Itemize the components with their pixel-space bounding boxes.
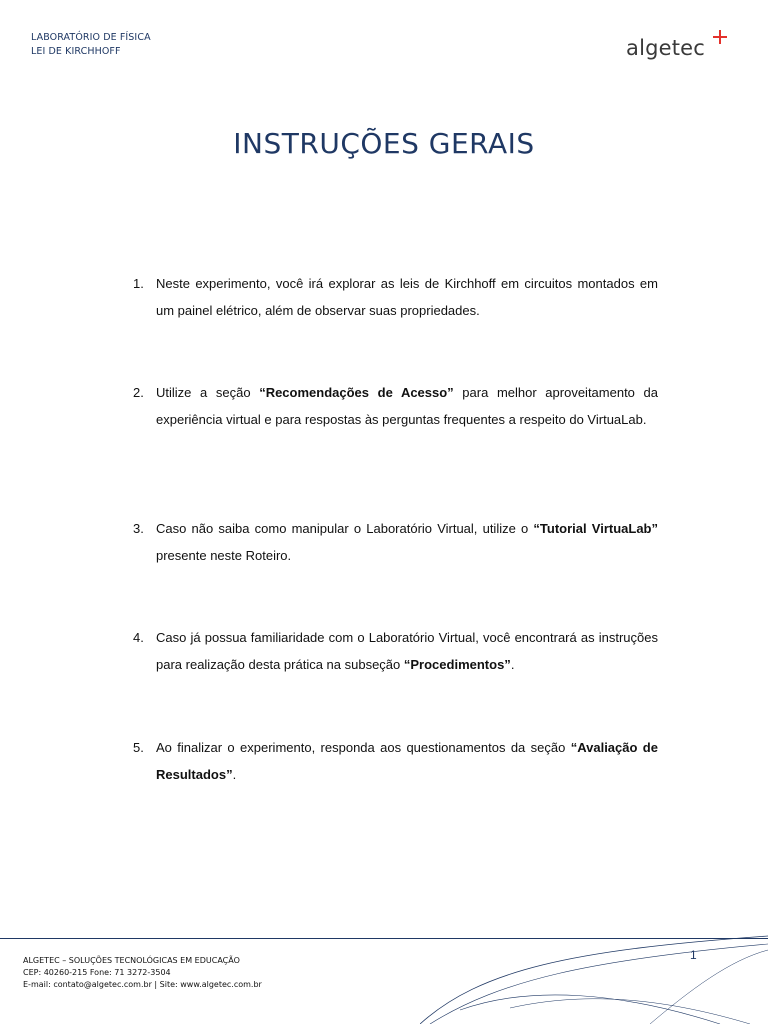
plus-icon <box>713 30 727 44</box>
page-title: INSTRUÇÕES GERAIS <box>233 127 535 160</box>
instruction-number: 4. <box>133 630 144 645</box>
section-reference: “Recomendações de Acesso” <box>259 385 454 400</box>
footer-company: ALGETEC – SOLUÇÕES TECNOLÓGICAS EM EDUCAÇÃO <box>23 956 240 965</box>
instruction-text: Utilize a seção “Recomendações de Acesso” para melhor aproveitamento da experiência virtual e para respostas às perguntas frequentes a respeito do VirtuaLab. <box>156 385 658 427</box>
section-reference: “Procedimentos” <box>403 657 511 672</box>
instruction-number: 1. <box>133 276 144 291</box>
section-reference: “Avaliação de Resultados” <box>156 740 658 782</box>
header-experiment-name: LEI DE KIRCHHOFF <box>31 46 121 57</box>
instruction-item-5 <box>133 734 658 788</box>
footer-wave-decoration <box>420 930 768 1024</box>
instruction-number: 5. <box>133 740 144 755</box>
algetec-logo <box>626 30 736 66</box>
header-lab-name: LABORATÓRIO DE FÍSICA <box>31 32 151 43</box>
document-header <box>31 31 151 59</box>
instruction-item-1 <box>133 270 658 324</box>
logo-text: algetec <box>626 36 706 60</box>
instruction-number: 3. <box>133 521 144 536</box>
instruction-item-2 <box>133 379 658 433</box>
page-number: 1 <box>690 948 697 962</box>
footer-email-site: E-mail: contato@algetec.com.br | Site: www.algetec.com.br <box>23 980 262 989</box>
instruction-text: Caso não saiba como manipular o Laboratório Virtual, utilize o “Tutorial VirtuaLab” presente neste Roteiro. <box>156 521 658 563</box>
instruction-item-3 <box>133 515 658 569</box>
section-reference: “Tutorial VirtuaLab” <box>533 521 658 536</box>
instruction-text: Neste experimento, você irá explorar as leis de Kirchhoff em circuitos montados em um painel elétrico, além de observar suas propriedades. <box>156 276 658 318</box>
footer-address-phone: CEP: 40260-215 Fone: 71 3272-3504 <box>23 968 171 977</box>
instruction-text: Ao finalizar o experimento, responda aos questionamentos da seção “Avaliação de Resultados”. <box>156 740 658 782</box>
footer-contact <box>23 955 262 991</box>
instruction-text: Caso já possua familiaridade com o Laboratório Virtual, você encontrará as instruções para realização desta prática na subseção “Procedimentos”. <box>156 630 658 672</box>
instruction-number: 2. <box>133 385 144 400</box>
instruction-item-4 <box>133 624 658 678</box>
